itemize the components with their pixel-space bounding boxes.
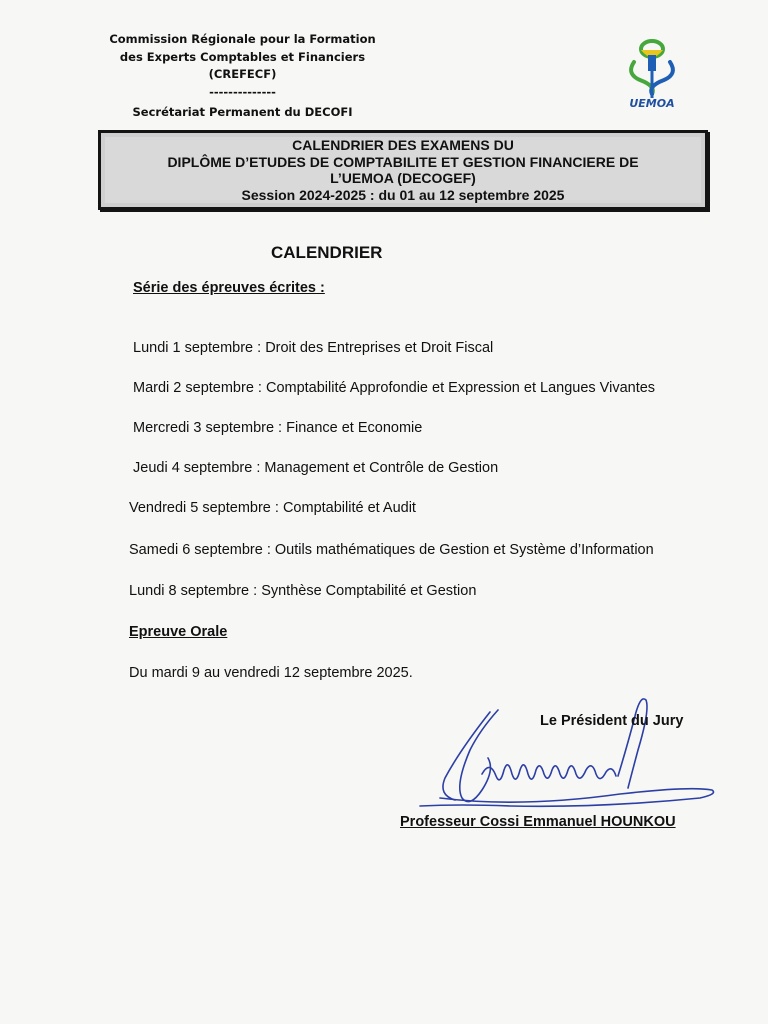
title-line: L’UEMOA (DECOGEF) bbox=[330, 170, 476, 186]
written-series-title: Série des épreuves écrites : bbox=[133, 280, 325, 296]
handwritten-signature bbox=[400, 690, 720, 820]
title-line: DIPLÔME D’ETUDES DE COMPTABILITE ET GESTION FINANCIERE DE bbox=[167, 153, 639, 170]
logo-text: UEMOA bbox=[629, 97, 675, 110]
president-title: Le Président du Jury bbox=[540, 713, 684, 729]
schedule-item: Lundi 1 septembre : Droit des Entreprises et Droit Fiscal bbox=[133, 340, 494, 356]
oral-exam-dates: Du mardi 9 au vendredi 12 septembre 2025. bbox=[129, 665, 413, 681]
signature-area bbox=[400, 690, 720, 820]
org-separator: -------------- bbox=[209, 84, 276, 99]
uemoa-logo bbox=[612, 38, 692, 118]
org-line: (CREFECF) bbox=[208, 67, 277, 81]
oral-exam-title: Epreuve Orale bbox=[129, 624, 228, 640]
schedule-item: Lundi 8 septembre : Synthèse Comptabilité et Gestion bbox=[129, 583, 477, 599]
schedule-item: Mercredi 3 septembre : Finance et Economie bbox=[133, 420, 423, 436]
organization-header bbox=[105, 31, 380, 122]
schedule-item: Samedi 6 septembre : Outils mathématiques de Gestion et Système d’Information bbox=[129, 542, 654, 558]
org-line: Commission Régionale pour la Formation bbox=[109, 32, 376, 46]
schedule-item: Mardi 2 septembre : Comptabilité Approfondie et Expression et Langues Vivantes bbox=[133, 380, 656, 396]
signatory-name: Professeur Cossi Emmanuel HOUNKOU bbox=[400, 814, 676, 830]
schedule-item: Vendredi 5 septembre : Comptabilité et Audit bbox=[129, 500, 416, 516]
title-line: Session 2024-2025 : du 01 au 12 septembre 2025 bbox=[241, 186, 565, 203]
uemoa-emblem-icon bbox=[612, 38, 692, 100]
title-line: CALENDRIER DES EXAMENS DU bbox=[292, 137, 514, 153]
org-line: Secrétariat Permanent du DECOFI bbox=[132, 105, 353, 119]
schedule-item: Jeudi 4 septembre : Management et Contrôle de Gestion bbox=[133, 460, 499, 476]
title-box bbox=[98, 130, 708, 210]
org-line: des Experts Comptables et Financiers bbox=[119, 49, 366, 64]
page-heading: CALENDRIER bbox=[271, 243, 383, 262]
